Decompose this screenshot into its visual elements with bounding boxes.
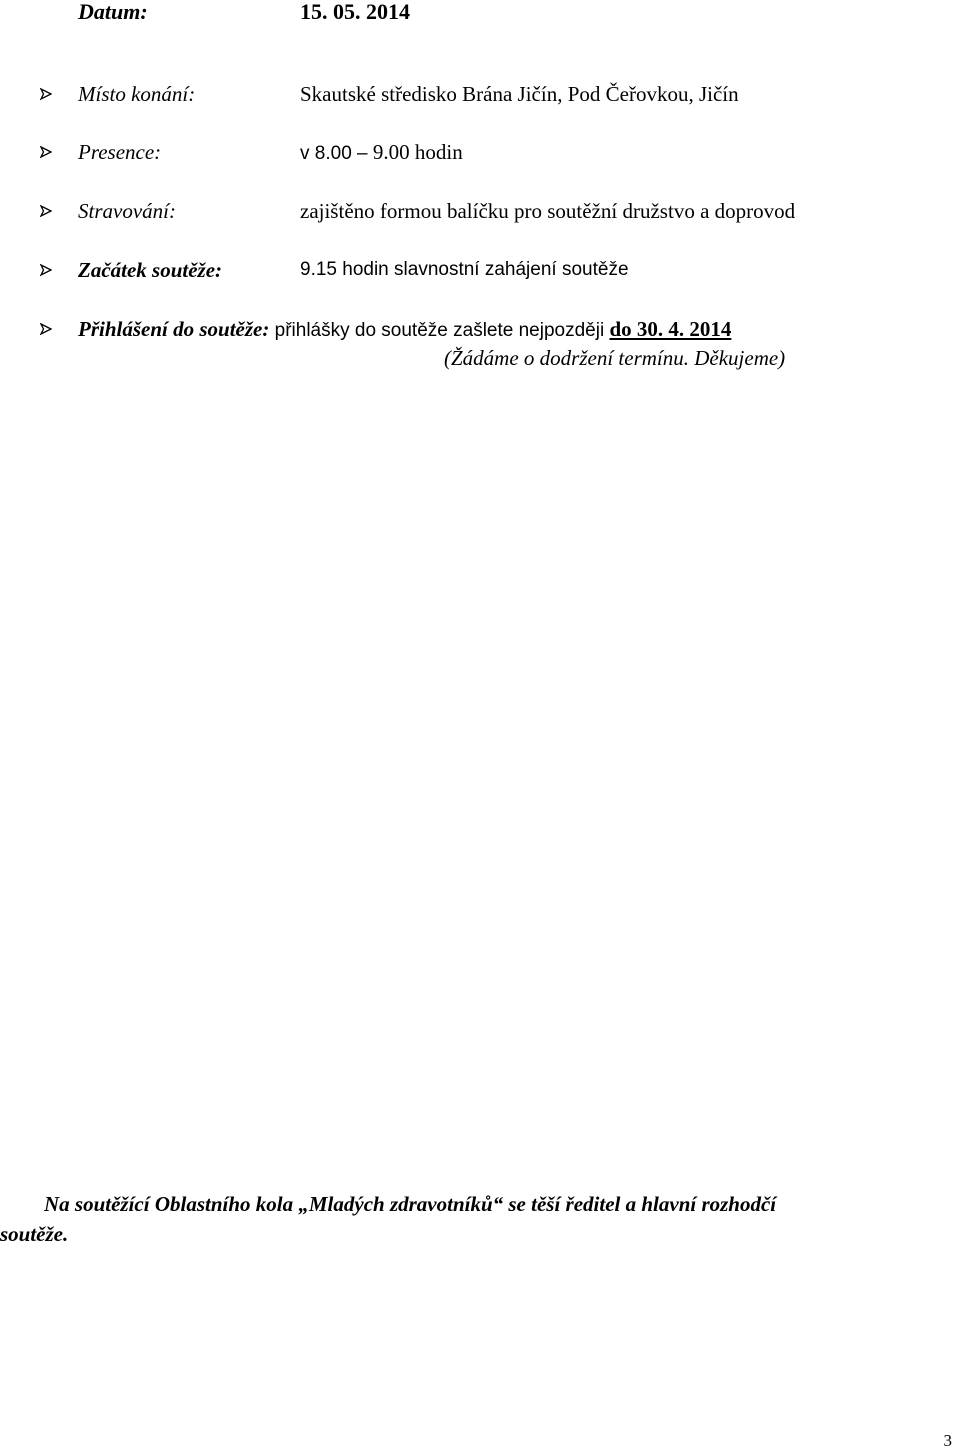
presence-label: Presence: — [78, 140, 162, 164]
registration-note: (Žádáme o dodržení termínu. Děkujeme) — [444, 346, 786, 370]
start-value: 9.15 hodin slavnostní zahájení soutěže — [300, 259, 629, 280]
venue-label: Místo konání: — [78, 82, 196, 106]
arrowhead-bullet-icon — [40, 264, 52, 276]
date-value: 15. 05. 2014 — [300, 0, 410, 24]
registration-label: Přihlášení do soutěže: — [78, 317, 270, 341]
registration-deadline: do 30. 4. 2014 — [609, 317, 732, 341]
presence-value — [300, 138, 463, 168]
registration-text: přihlášky do soutěže zašlete nejpozději — [269, 320, 610, 341]
arrowhead-bullet-icon — [40, 323, 52, 335]
date-line — [78, 0, 410, 26]
closing-paragraph — [0, 1189, 960, 1249]
catering-value: zajištěno formou balíčku pro soutěžní družstvo a doprovod — [300, 199, 796, 223]
arrowhead-bullet-icon — [40, 88, 52, 100]
presence-time-from: v 8.00 – — [300, 143, 373, 164]
catering-label: Stravování: — [78, 199, 176, 223]
date-label: Datum: — [78, 0, 148, 24]
page-number: 3 — [943, 1431, 952, 1450]
closing-line-2: soutěže. — [0, 1222, 69, 1246]
arrowhead-bullet-icon — [40, 146, 52, 158]
start-label: Začátek soutěže: — [78, 258, 223, 282]
registration-line — [78, 315, 731, 345]
presence-time-to: 9.00 hodin — [372, 140, 463, 164]
venue-value: Skautské středisko Brána Jičín, Pod Čeřovkou, Jičín — [300, 82, 739, 106]
closing-line-1: Na soutěžící Oblastního kola „Mladých zdravotníků“ se těší ředitel a hlavní rozhodčí — [44, 1192, 777, 1216]
arrowhead-bullet-icon — [40, 205, 52, 217]
